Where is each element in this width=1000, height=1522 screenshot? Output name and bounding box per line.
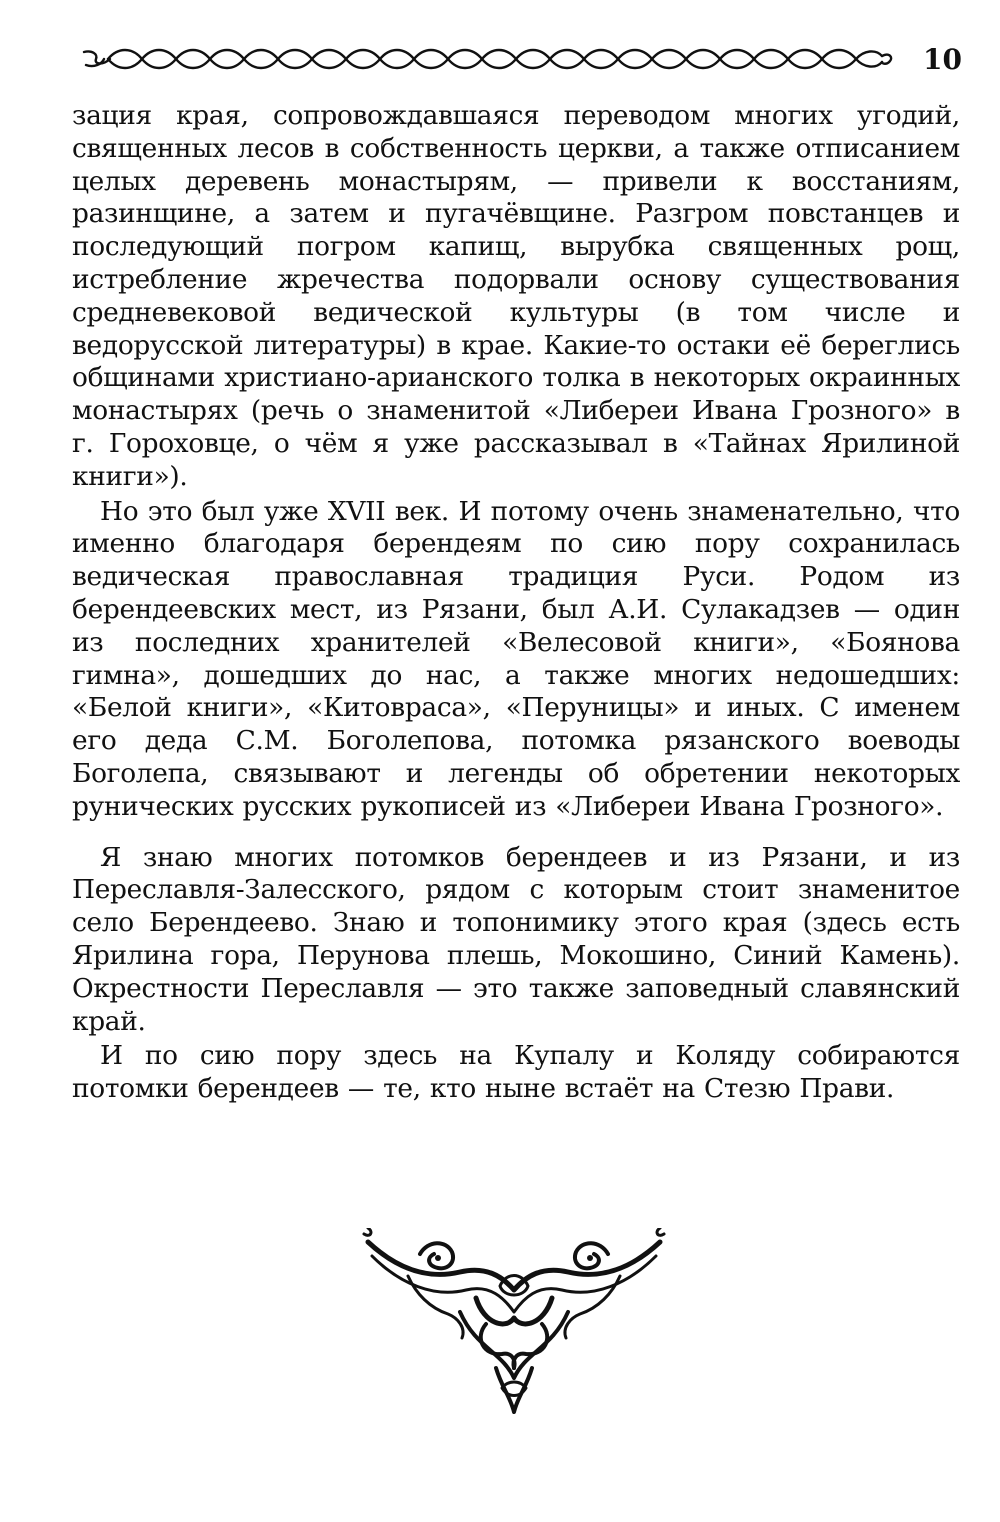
page-number: 10 xyxy=(923,43,962,76)
body-text xyxy=(72,100,960,1106)
knotwork-ornament-icon xyxy=(356,1228,672,1416)
braided-rule-ornament-icon xyxy=(82,46,894,72)
page-header xyxy=(82,38,962,82)
paragraph-3: Я знаю многих потомков берендеев и из Рязани, и из Переславля-Залесского, рядом с которым стоит знаменитое село Берендеево. Знаю и топонимику этого края (здесь есть Ярилина гора, Перунова плешь, Мокошино, Синий Камень). Окрестности Переславля — это также заповедный славянский край. xyxy=(72,841,960,1037)
paragraph-1: зация края, сопровождавшаяся переводом многих угодий, священных лесов в собственность церкви, а также отписанием целых деревень монастырям, — привели к восстаниям, разинщине, а затем и пугачёвщине. Разгром повстанцев и последующий погром капищ, вырубка священных рощ, истребление жречества подорвали основу существования средневековой ведической культуры (в том числе и ведорусской литературы) в крае. Какие-то остаки её береглись общинами христиано-арианского толка в некоторых окраинных монастырях (речь о знаменитой «Либереи Ивана Грозного» в г. Гороховце, о чём я уже рассказывал в «Тайнах Ярилиной книги»). xyxy=(72,100,960,492)
paragraph-2: Но это был уже XVII век. И потому очень знаменательно, что именно благодаря берендеям по сию пору сохранилась ведическая православная традиция Руси. Родом из берендеевских мест, из Рязани, был А.И. Сулакадзев — один из последних хранителей «Велесовой книги», «Боянова гимна», дошедших до нас, а также многих недошедших: «Белой книги», «Китовраса», «Перуницы» и иных. С именем его деда С.М. Боголепова, потомка рязанского воеводы Боголепа, связывают и легенды об обретении некоторых рунических русских рукописей из «Либереи Ивана Грозного». xyxy=(72,495,960,822)
paragraph-4: И по сию пору здесь на Купалу и Коляду собираются потомки берендеев — те, кто ныне встаёт на Стезю Прави. xyxy=(72,1040,960,1105)
